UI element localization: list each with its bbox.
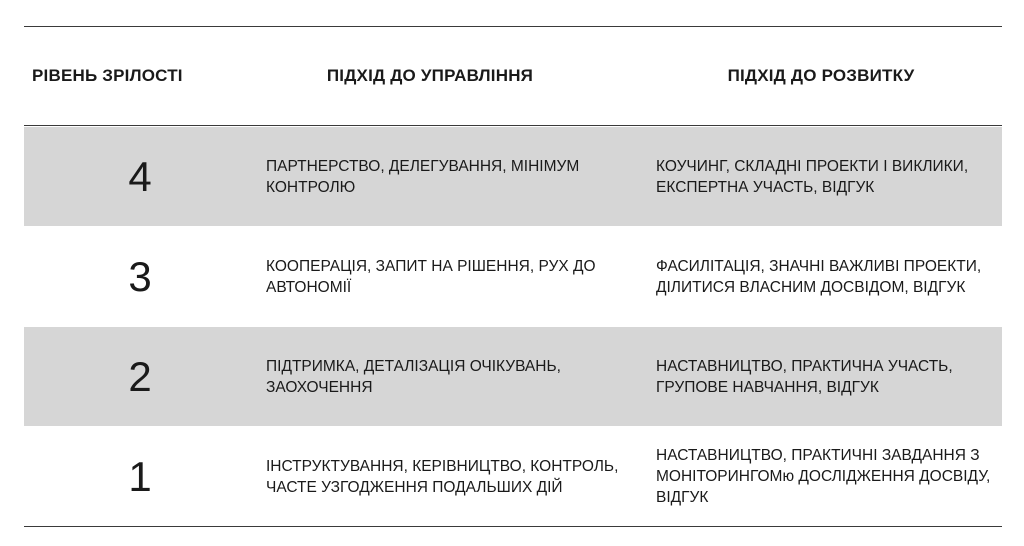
level-number: 1 bbox=[128, 452, 152, 500]
table-row bbox=[24, 426, 1002, 526]
header-development: ПІДХІД ДО РОЗВИТКУ bbox=[727, 66, 915, 85]
management-approach: ІНСТРУКТУВАННЯ, КЕРІВНИЦТВО, КОНТРОЛЬ, ЧАСТЕ УЗГОДЖЕННЯ ПОДАЛЬШИХ ДІЙ bbox=[266, 457, 619, 496]
table-row bbox=[24, 326, 1002, 426]
table-row bbox=[24, 126, 1002, 226]
development-approach: НАСТАВНИЦТВО, ПРАКТИЧНА УЧАСТЬ, ГРУПОВЕ НАВЧАННЯ, ВІДГУК bbox=[656, 357, 953, 396]
level-number: 4 bbox=[128, 152, 152, 200]
level-number: 2 bbox=[128, 352, 152, 400]
level-number: 3 bbox=[128, 252, 152, 300]
header-level: РІВЕНЬ ЗРІЛОСТІ bbox=[32, 66, 183, 85]
development-approach: КОУЧИНГ, СКЛАДНІ ПРОЕКТИ І ВИКЛИКИ, ЕКСПЕРТНА УЧАСТЬ, ВІДГУК bbox=[656, 157, 969, 196]
header-management: ПІДХІД ДО УПРАВЛІННЯ bbox=[326, 66, 534, 85]
bottom-rule bbox=[24, 526, 1002, 527]
table-row bbox=[24, 226, 1002, 326]
management-approach: ПАРТНЕРСТВО, ДЕЛЕГУВАННЯ, МІНІМУМ КОНТРОЛЮ bbox=[266, 157, 580, 196]
maturity-table bbox=[24, 26, 1002, 527]
development-approach: ФАСИЛІТАЦІЯ, ЗНАЧНІ ВАЖЛИВІ ПРОЕКТИ, ДІЛИТИСЯ ВЛАСНИМ ДОСВІДОМ, ВІДГУК bbox=[656, 257, 982, 296]
management-approach: ПІДТРИМКА, ДЕТАЛІЗАЦІЯ ОЧІКУВАНЬ, ЗАОХОЧЕННЯ bbox=[266, 357, 561, 396]
development-approach: НАСТАВНИЦТВО, ПРАКТИЧНІ ЗАВДАННЯ З МОНІТОРИНГОМю ДОСЛІДЖЕННЯ ДОСВІДУ, ВІДГУК bbox=[656, 447, 991, 506]
management-approach: КООПЕРАЦІЯ, ЗАПИТ НА РІШЕННЯ, РУХ ДО АВТОНОМІЇ bbox=[266, 257, 596, 296]
table-header bbox=[24, 27, 1002, 125]
